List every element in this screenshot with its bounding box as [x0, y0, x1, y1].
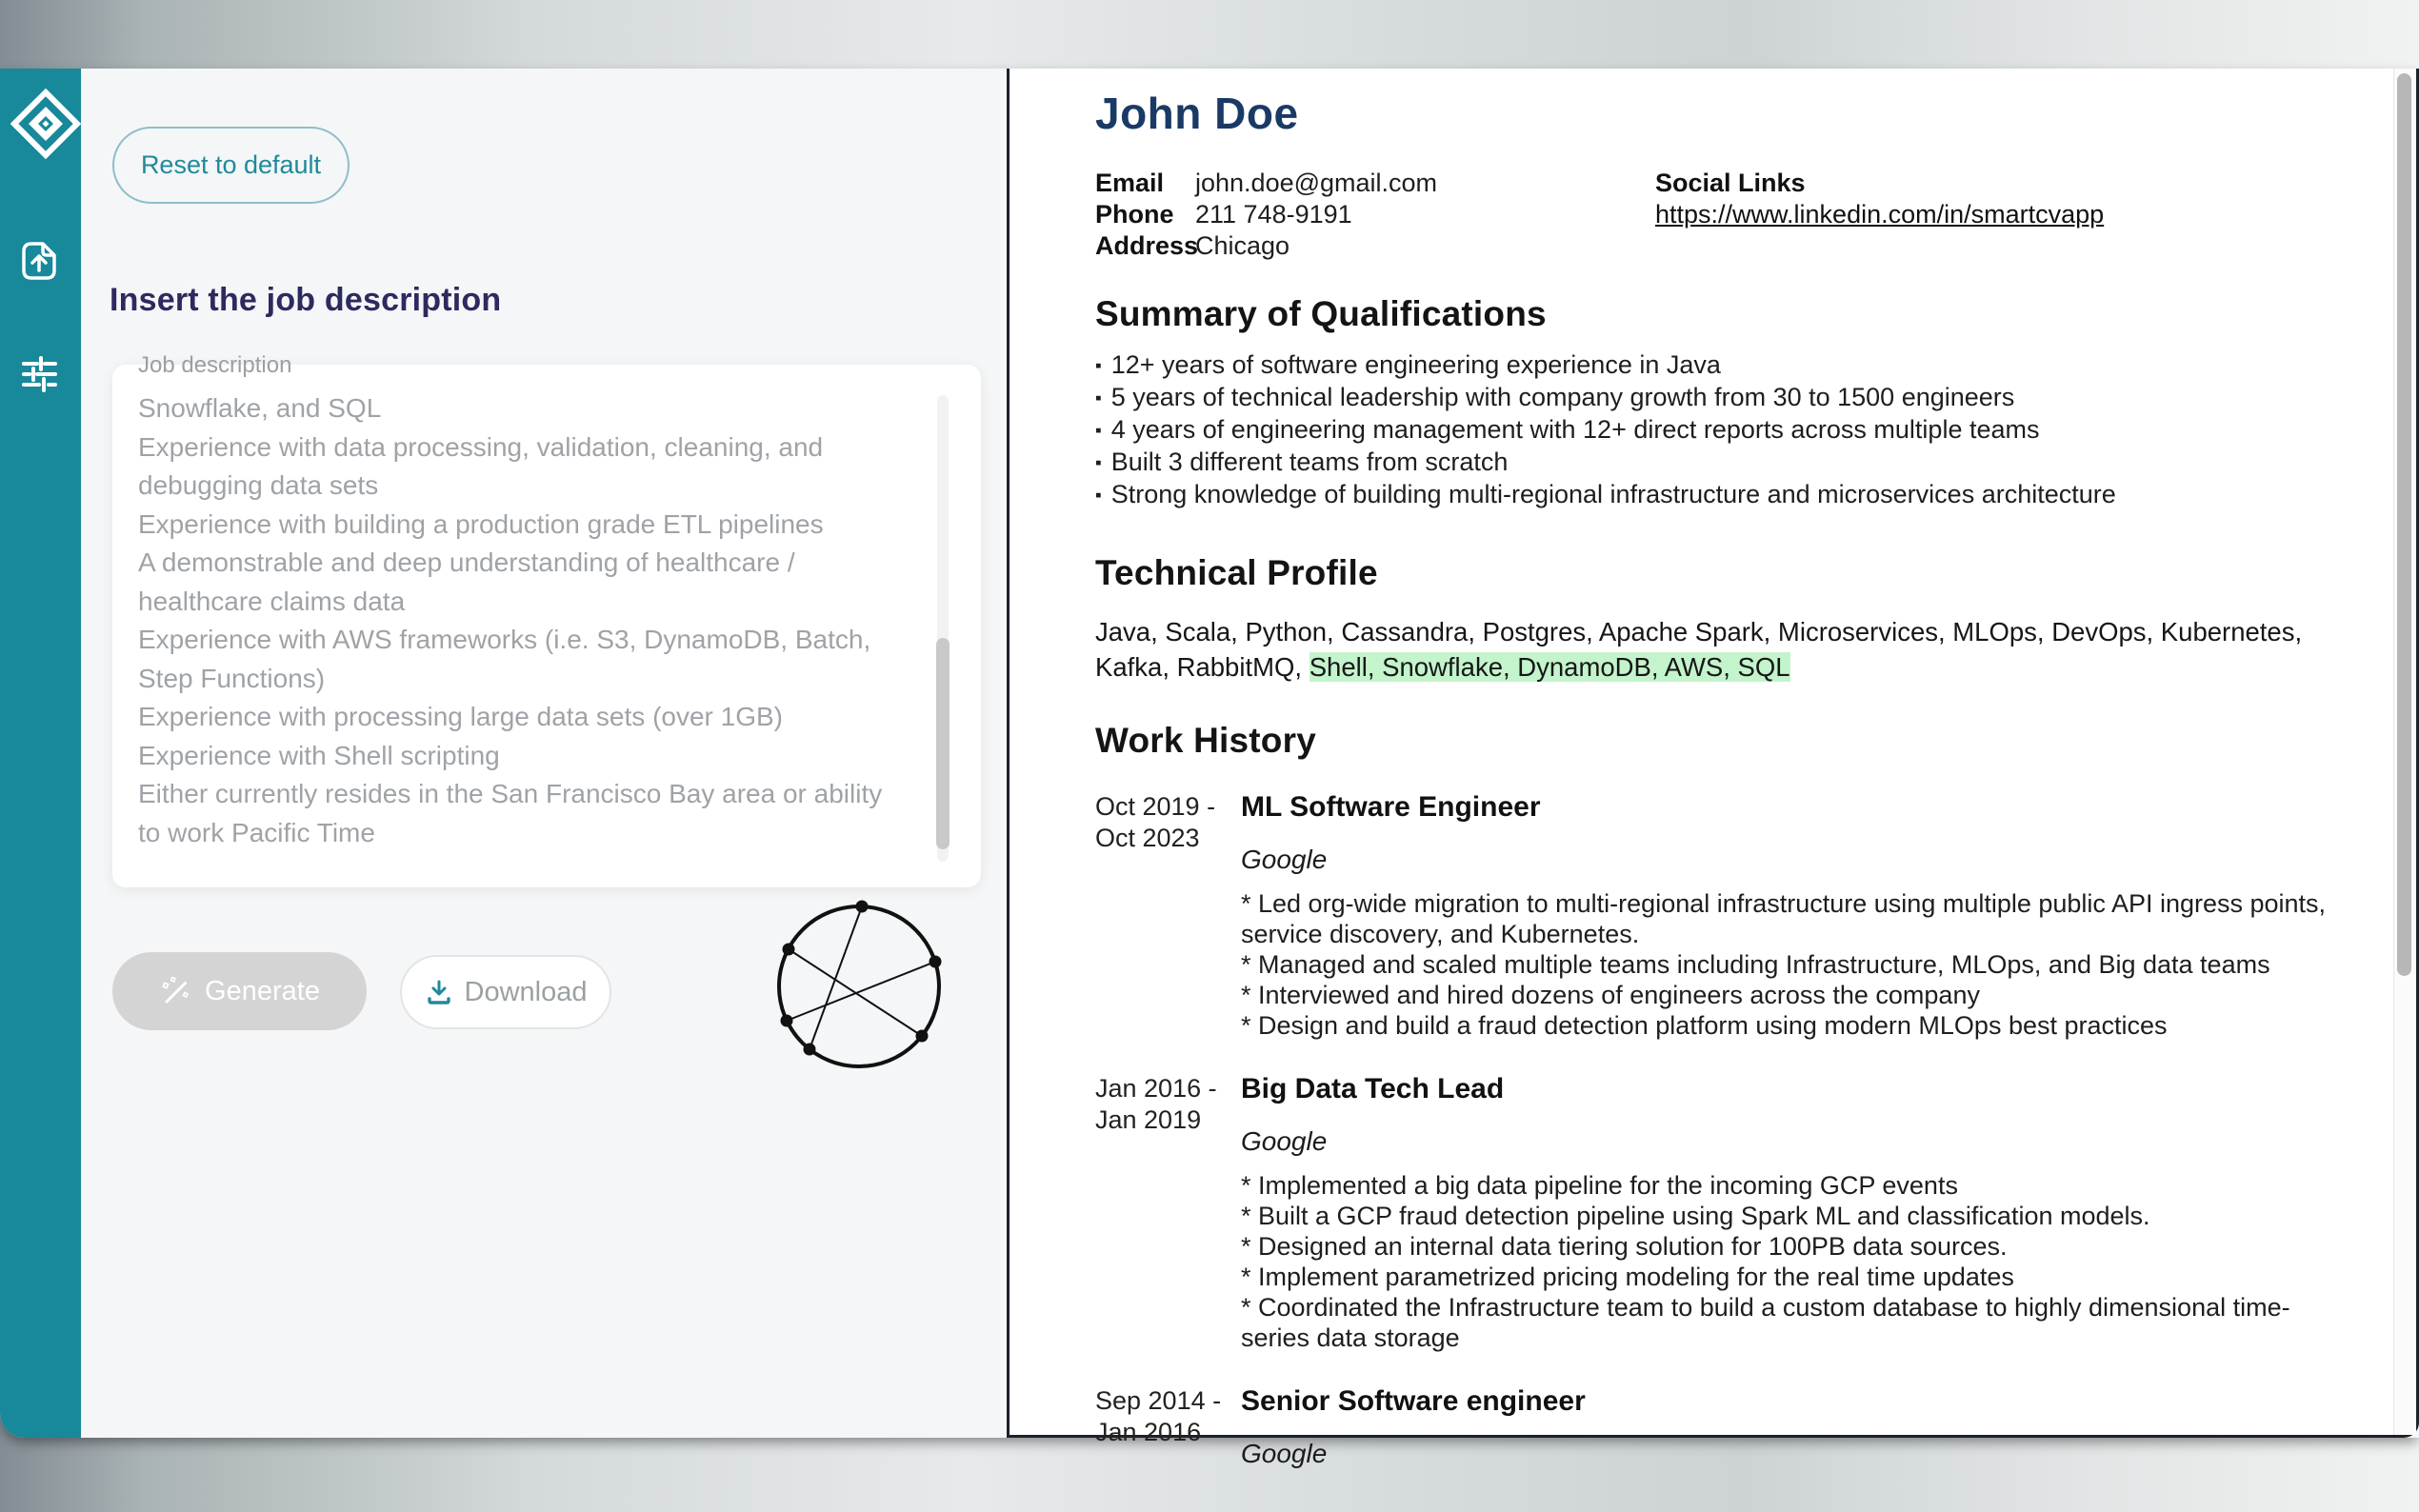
job-description-line: A demonstrable and deep understanding of healthcare / healthcare claims data [138, 547, 795, 616]
job-bullet: * Coordinated the Infrastructure team to build a custom database to highly dimensional time-series data storage [1241, 1293, 2290, 1352]
email-value: john.doe@gmail.com [1195, 169, 1438, 197]
job-date-range [1095, 1385, 1241, 1482]
download-icon [425, 978, 453, 1006]
job-bullet: * Interviewed and hired dozens of engineers across the company [1241, 981, 1980, 1009]
linkedin-link[interactable]: https://www.linkedin.com/in/smartcvapp [1655, 200, 2105, 229]
phone-value: 211 748-9191 [1195, 200, 1352, 229]
job-bullet-list [1241, 1170, 2336, 1353]
summary-bullet: ▪ 4 years of engineering management with 12+ direct reports across multiple teams [1095, 414, 2336, 447]
circle-scribble-graphic [773, 901, 945, 1077]
job-description-line: Snowflake, and SQL [138, 393, 382, 423]
job-details [1241, 1385, 2336, 1482]
job-description-scrollbar-track[interactable] [937, 395, 949, 862]
social-links-label: Social Links [1655, 169, 1806, 197]
app-window [0, 69, 2419, 1468]
summary-bullet: ▪ Strong knowledge of building multi-regional infrastructure and microservices architecture [1095, 479, 2336, 511]
job-bullet: * Led org-wide migration to multi-regional infrastructure using multiple public API ingress points, service discovery, and Kubernetes. [1241, 889, 2327, 948]
job-details [1241, 791, 2336, 1041]
resume-scrollbar-thumb[interactable] [2397, 73, 2411, 976]
contact-section [1095, 168, 2336, 262]
technical-section-title: Technical Profile [1095, 553, 1378, 592]
file-upload-icon[interactable] [16, 238, 62, 288]
generate-button-label: Generate [205, 975, 320, 1006]
summary-bullet: ▪ 12+ years of software engineering experience in Java [1095, 349, 2336, 382]
job-bullet: * Implemented a big data pipeline for the incoming GCP events [1241, 1171, 1958, 1200]
job-date-to: Jan 2019 [1095, 1105, 1202, 1134]
job-description-line: Experience with processing large data sets (over 1GB) [138, 702, 783, 731]
job-bullet: * Implement parametrized pricing modeling for the real time updates [1241, 1263, 2014, 1291]
resume-document [1010, 69, 2393, 1468]
job-date-from: Sep 2014 - [1095, 1386, 1222, 1415]
work-history-entry [1095, 791, 2336, 1041]
technical-skills-paragraph [1095, 614, 2336, 685]
sidebar [0, 69, 81, 1438]
technical-skills-highlighted: Shell, Snowflake, DynamoDB, AWS, SQL [1309, 652, 1790, 682]
job-description-label: Job description [138, 352, 292, 378]
job-date-from: Jan 2016 - [1095, 1074, 1217, 1103]
reset-to-default-button[interactable]: Reset to default [112, 127, 350, 204]
job-date-to: Oct 2023 [1095, 824, 1200, 852]
job-date-to: Jan 2016 [1095, 1418, 1202, 1446]
resume-name: John Doe [1095, 89, 1299, 138]
contact-grid [1095, 168, 1655, 262]
job-details [1241, 1073, 2336, 1353]
job-bullet-list [1241, 888, 2336, 1041]
job-company: Google [1241, 1439, 1328, 1468]
summary-section-title: Summary of Qualifications [1095, 294, 1547, 333]
job-title: ML Software Engineer [1241, 791, 1541, 823]
job-description-line: Experience with AWS frameworks (i.e. S3, DynamoDB, Batch, Step Functions) [138, 625, 871, 693]
work-history-list [1095, 791, 2336, 1482]
job-bullet: * Managed and scaled multiple teams including Infrastructure, MLOps, and Big data teams [1241, 950, 2270, 979]
resume-preview-panel [1007, 69, 2419, 1468]
magic-wand-icon [159, 975, 191, 1007]
email-label: Email [1095, 169, 1165, 197]
control-panel [81, 69, 1007, 1438]
job-date-range [1095, 1073, 1241, 1353]
generate-button[interactable] [112, 952, 367, 1030]
job-description-field[interactable] [138, 389, 911, 864]
job-date-from: Oct 2019 - [1095, 792, 1216, 821]
resume-scrollbar-track[interactable] [2393, 69, 2416, 1435]
sliders-settings-icon[interactable] [20, 356, 58, 397]
job-description-line: Experience with data processing, validation, cleaning, and debugging data sets [138, 431, 824, 500]
job-title: Big Data Tech Lead [1241, 1073, 1505, 1104]
job-title: Senior Software engineer [1241, 1385, 1586, 1417]
job-company: Google [1241, 845, 1328, 874]
job-description-line: Experience with Shell scripting [138, 740, 500, 770]
address-label: Address [1095, 231, 1199, 260]
summary-bullet: ▪ 5 years of technical leadership with company growth from 30 to 1500 engineers [1095, 382, 2336, 414]
address-value: Chicago [1195, 231, 1290, 260]
job-bullet: * Design and build a fraud detection platform using modern MLOps best practices [1241, 1011, 2168, 1040]
job-company: Google [1241, 1126, 1328, 1156]
job-description-card [112, 352, 981, 887]
summary-bullet-list [1095, 349, 2336, 511]
social-links-section [1655, 168, 2104, 262]
summary-bullet: ▪ Built 3 different teams from scratch [1095, 447, 2336, 479]
work-history-entry [1095, 1385, 2336, 1482]
job-description-scrollbar-thumb[interactable] [936, 638, 950, 849]
download-button-label: Download [464, 976, 588, 1007]
panel-heading: Insert the job description [110, 282, 502, 318]
job-description-line: Either currently resides in the San Francisco Bay area or ability to work Pacific Time [138, 779, 883, 847]
job-bullet: * Built a GCP fraud detection pipeline using Spark ML and classification models. [1241, 1202, 2150, 1230]
phone-label: Phone [1095, 200, 1174, 229]
job-date-range [1095, 791, 1241, 1041]
job-description-line: Experience with building a production grade ETL pipelines [138, 508, 824, 539]
download-button[interactable] [400, 955, 611, 1029]
smartcv-logo-icon [10, 88, 82, 165]
job-bullet: * Designed an internal data tiering solution for 100PB data sources. [1241, 1232, 2008, 1261]
technical-skills-plain: Java, Scala, Python, Cassandra, Postgres, Apache Spark, Microservices, MLOps, DevOps, Kubernetes, Kafka, RabbitMQ, [1095, 617, 2303, 682]
work-history-section-title: Work History [1095, 721, 1316, 760]
work-history-entry [1095, 1073, 2336, 1353]
